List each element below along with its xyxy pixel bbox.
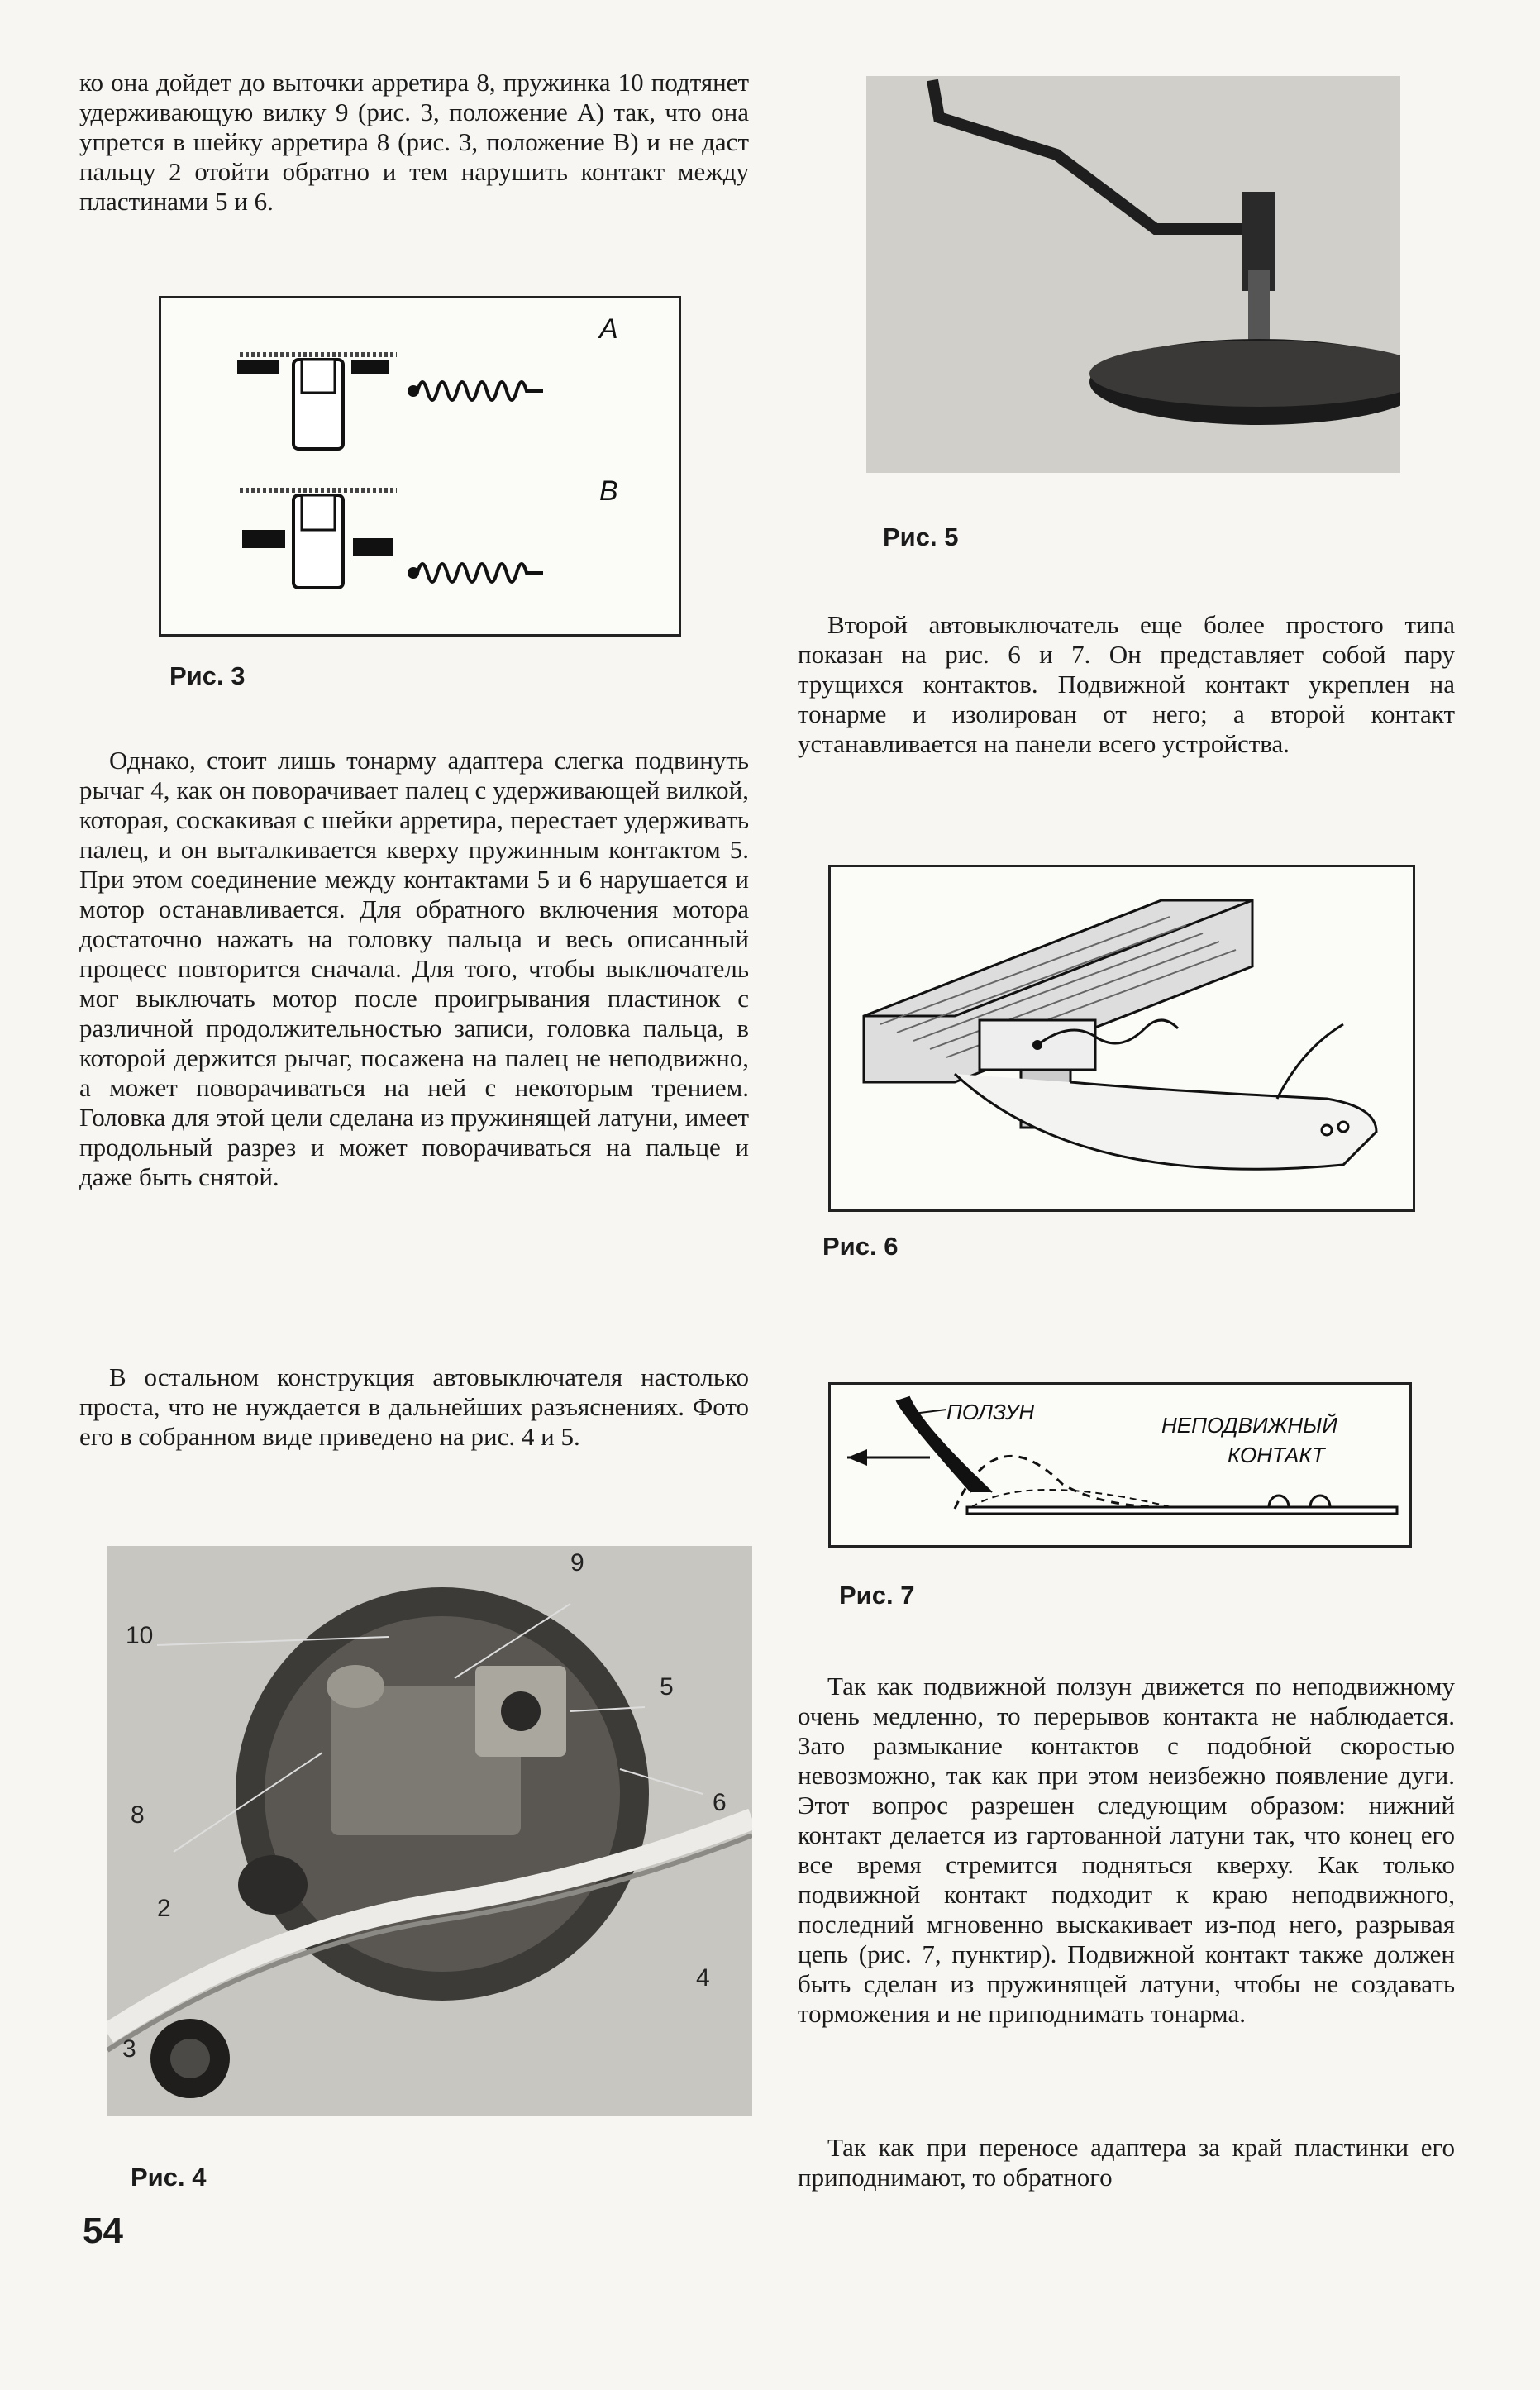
figure-7-label-slider: ПОЛЗУН: [946, 1400, 1035, 1424]
figure-5-photo: [866, 76, 1400, 473]
right-paragraph-2-text: Так как подвижной ползун движется по неподвижному очень медленно, то перерывов контакта не наблюдается. Зато размыкание контактов с подобной скоростью невозможно, так как при этом неизбежно появление дуги. Этот вопрос разрешен следующим образом: нижний контакт делается из гартованной латуни так, что конец его все время стремится подняться кверху. Как только подвижной контакт подходит к краю неподвижного, последний мгновенно выскакивает из-под него, разрывая цепь (рис. 7, пунктир). Подвижной контакт также должен быть сделан из пружинящей латуни, чтобы не создавать торможения и не приподнимать тонарма.: [798, 1672, 1455, 2028]
figure-7-label-fixed-2: КОНТАКТ: [1228, 1443, 1325, 1467]
figure-6-drawing: [831, 867, 1413, 1209]
figure-3-diagram: [161, 298, 679, 634]
right-paragraph-1: [798, 610, 1455, 759]
figure-5-caption: Рис. 5: [883, 522, 959, 551]
right-paragraph-2: [798, 1672, 1455, 2029]
figure-7-caption: Рис. 7: [839, 1581, 915, 1610]
figure-4-label-8: 8: [131, 1801, 145, 1829]
figure-3: [159, 296, 681, 637]
figure-7-label-fixed-1: НЕПОДВИЖНЫЙ: [1161, 1413, 1337, 1438]
figure-4-label-2: 2: [157, 1895, 171, 1922]
right-paragraph-3: [798, 2133, 1455, 2192]
figure-7-diagram: [831, 1385, 1409, 1545]
figure-6-caption: Рис. 6: [822, 1232, 899, 1261]
figure-4-label-3: 3: [122, 2035, 136, 2063]
figure-4-label-6: 6: [713, 1789, 727, 1816]
left-paragraph-2: [79, 746, 749, 1192]
right-paragraph-1-text: Второй автовыключатель еще более простого типа показан на рис. 6 и 7. Он представляет собой пару трущихся контактов. Подвижной контакт укреплен на тонарме и изолирован от него; а второй контакт устанавливается на панели всего устройства.: [798, 610, 1455, 758]
figure-4-label-9: 9: [570, 1549, 584, 1577]
page-number: 54: [83, 2211, 123, 2251]
figure-3-label-a: А: [599, 313, 618, 345]
left-paragraph-1: ко она дойдет до выточки арретира 8, пружинка 10 подтянет удерживающую вилку 9 (рис. 3, положение А) так, что она упрется в шейку арретира 8 (рис. 3, положение В) и не даст пальцу 2 отойти обратно и тем нарушить контакт между пластинами 5 и 6.: [79, 68, 749, 216]
figure-4-caption: Рис. 4: [131, 2163, 207, 2192]
left-paragraph-3: [79, 1362, 749, 1452]
figure-4-label-4: 4: [696, 1964, 710, 1992]
right-paragraph-3-text: Так как при переносе адаптера за край пластинки его приподнимают, то обратного: [798, 2133, 1455, 2192]
left-paragraph-3-text: В остальном конструкция автовыключателя настолько проста, что не нуждается в дальнейших разъяснениях. Фото его в собранном виде приведено на рис. 4 и 5.: [79, 1362, 749, 1451]
figure-4-label-10: 10: [126, 1622, 154, 1649]
figure-4-label-5: 5: [660, 1673, 674, 1701]
figure-4-photo: [107, 1546, 752, 2116]
figure-6: [828, 865, 1415, 1212]
figure-3-label-b: В: [599, 475, 618, 507]
figure-7: [828, 1382, 1412, 1548]
left-paragraph-2-text: Однако, стоит лишь тонарму адаптера слегка подвинуть рычаг 4, как он поворачивает палец с удерживающей вилкой, которая, соскакивая с шейки арретира, перестает удерживать палец, и он выталкивается кверху пружинным контактом 5. При этом соединение между контактами 5 и 6 нарушается и мотор останавливается. Для обратного включения мотора достаточно нажать на головку пальца и весь описанный процесс повторится сначала. Для того, чтобы выключатель мог выключать мотор после проигрывания пластинок с различной продолжительностью записи, головка пальца, в которой держится рычаг, посажена на палец не неподвижно, а может поворачиваться на ней с некоторым трением. Головка для этой цели сделана из пружинящей латуни, имеет продольный разрез и может поворачиваться на пальце и даже быть снятой.: [79, 746, 749, 1191]
figure-3-caption: Рис. 3: [169, 661, 246, 690]
